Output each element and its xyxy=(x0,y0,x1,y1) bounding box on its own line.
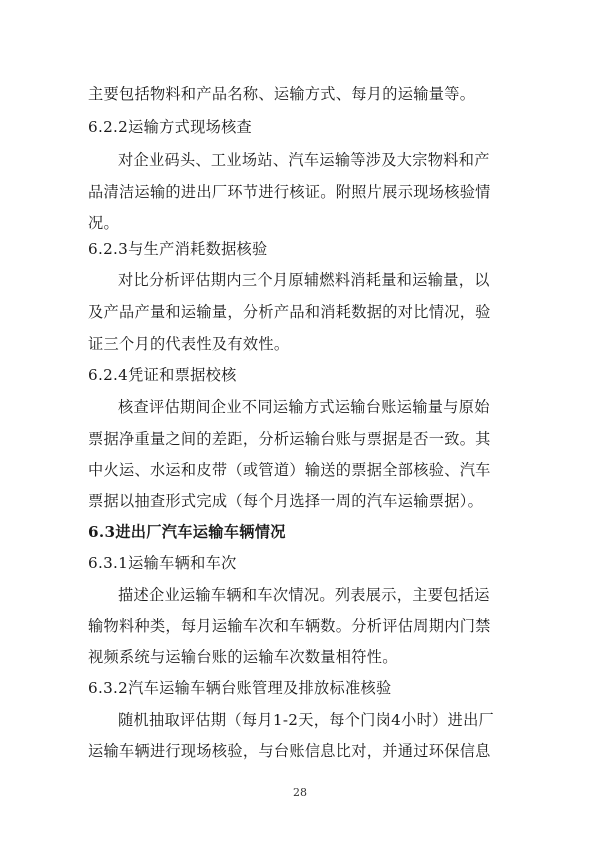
body-text-line: 主要包括物料和产品名称、运输方式、每月的运输量等。 xyxy=(88,85,476,103)
body-text-line: 描述企业运输车辆和车次情况。列表展示，主要包括运 xyxy=(118,586,490,604)
body-text-line: 核查评估期间企业不同运输方式运输台账运输量与原始 xyxy=(118,398,490,416)
section-heading-6-2-2: 6.2.2运输方式现场核查 xyxy=(88,118,253,136)
section-heading-6-3: 6.3进出厂汽车运输车辆情况 xyxy=(88,523,286,541)
body-text-line: 对比分析评估期内三个月原辅燃料消耗量和运输量，以 xyxy=(118,271,490,289)
body-text-line: 输物料种类，每月运输车次和车辆数。分析评估周期内门禁 xyxy=(88,617,491,635)
body-text-line: 随机抽取评估期（每月1-2天，每个门岗4小时）进出厂 xyxy=(118,711,495,729)
body-text-line: 况。 xyxy=(88,214,119,232)
body-text-line: 票据净重量之间的差距，分析运输台账与票据是否一致。其 xyxy=(88,430,491,448)
body-text-line: 证三个月的代表性及有效性。 xyxy=(88,335,290,353)
body-text-line: 及产品产量和运输量，分析产品和消耗数据的对比情况，验 xyxy=(88,303,491,321)
body-text-line: 票据以抽查形式完成（每个月选择一周的汽车运输票据）。 xyxy=(88,492,484,510)
body-text-line: 运输车辆进行现场核验，与台账信息比对，并通过环保信息 xyxy=(88,742,491,760)
body-text-line: 中火运、水运和皮带（或管道）输送的票据全部核验、汽车 xyxy=(88,461,491,479)
body-text-line: 对企业码头、工业场站、汽车运输等涉及大宗物料和产 xyxy=(118,151,490,169)
body-text-line: 品清洁运输的进出厂环节进行核证。附照片展示现场核验情 xyxy=(88,183,491,201)
body-text-line: 视频系统与运输台账的运输车次数量相符性。 xyxy=(88,648,398,666)
page-number: 28 xyxy=(293,786,307,799)
section-heading-6-3-1: 6.3.1运输车辆和车次 xyxy=(88,554,237,572)
section-heading-6-2-4: 6.2.4凭证和票据校核 xyxy=(88,366,237,384)
section-heading-6-2-3: 6.2.3与生产消耗数据核验 xyxy=(88,240,268,258)
section-heading-6-3-2: 6.3.2汽车运输车辆台账管理及排放标准核验 xyxy=(88,679,392,697)
